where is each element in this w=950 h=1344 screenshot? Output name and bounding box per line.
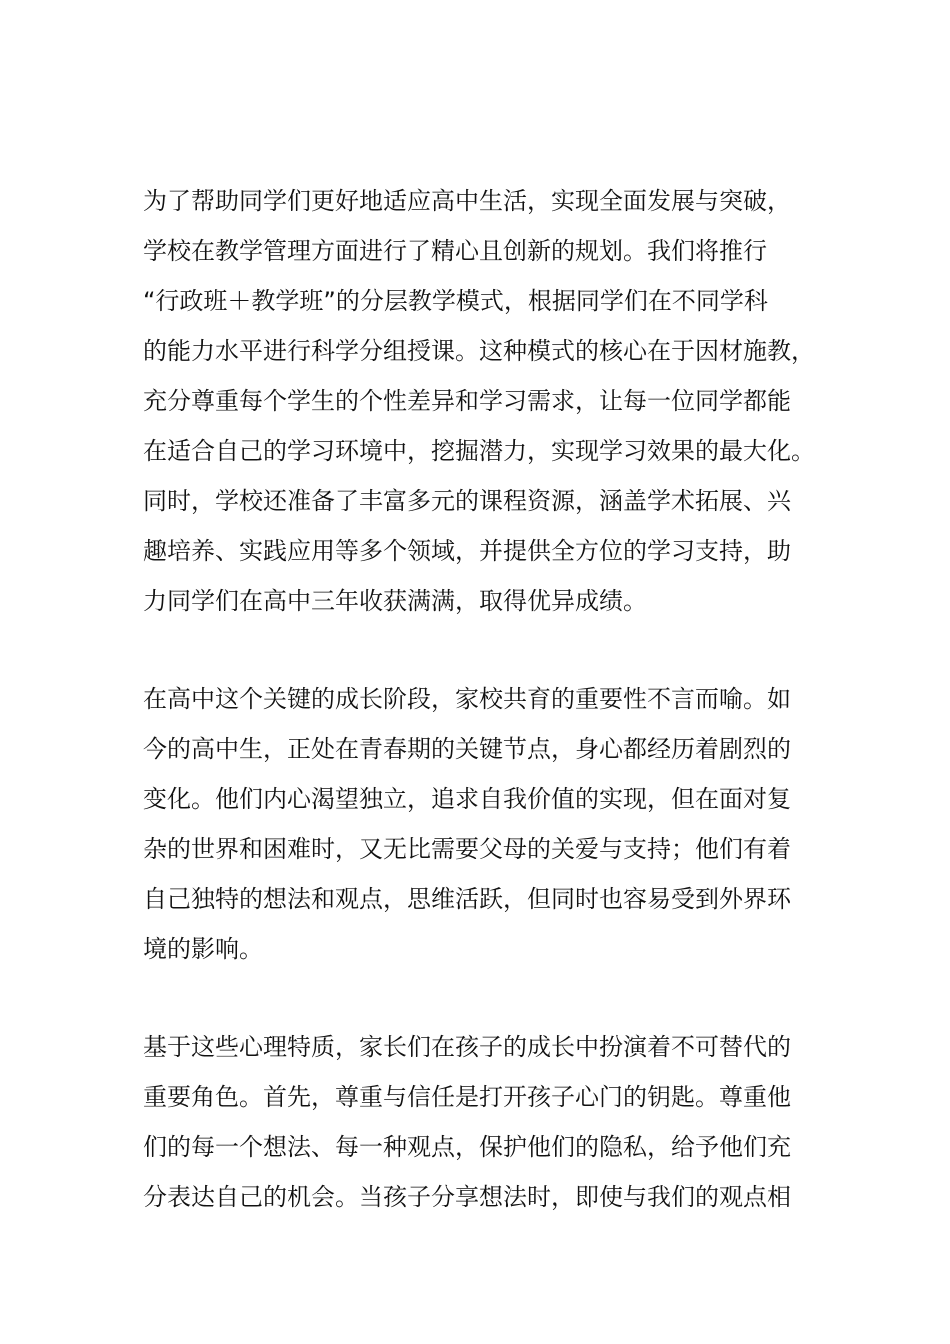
paragraph-home-school-cooperation [143,674,833,974]
text-line: 同时，学校还准备了丰富多元的课程资源，涵盖学术拓展、兴 [143,487,791,515]
text-line: “行政班＋教学班”的分层教学模式，根据同学们在不同学科 [143,287,768,315]
text-line: 今的高中生，正处在青春期的关键节点，身心都经历着剧烈的 [143,735,791,763]
text-line: 重要角色。首先，尊重与信任是打开孩子心门的钥匙。尊重他 [143,1083,791,1111]
text-line: 力同学们在高中三年收获满满，取得优异成绩。 [143,587,647,615]
text-line: 学校在教学管理方面进行了精心且创新的规划。我们将推行 [143,237,767,265]
text-line: 趣培养、实践应用等多个领域，并提供全方位的学习支持，助 [143,537,791,565]
text-line: 境的影响。 [143,935,263,963]
text-line: 们的每一个想法、每一种观点，保护他们的隐私，给予他们充 [143,1133,791,1161]
text-line: 为了帮助同学们更好地适应高中生活，实现全面发展与突破， [143,187,791,215]
paragraph-parent-role [143,1022,833,1222]
paragraph-class-arrangement [143,176,833,626]
text-line: 的能力水平进行科学分组授课。这种模式的核心在于因材施教， [143,337,815,365]
text-line: 基于这些心理特质，家长们在孩子的成长中扮演着不可替代的 [143,1033,791,1061]
text-line: 充分尊重每个学生的个性差异和学习需求，让每一位同学都能 [143,387,791,415]
text-line: 自己独特的想法和观点，思维活跃，但同时也容易受到外界环 [143,885,791,913]
text-line: 杂的世界和困难时，又无比需要父母的关爱与支持；他们有着 [143,835,791,863]
text-line: 在高中这个关键的成长阶段，家校共育的重要性不言而喻。如 [143,685,791,713]
text-line: 分表达自己的机会。当孩子分享想法时，即使与我们的观点相 [143,1183,791,1211]
text-line: 在适合自己的学习环境中，挖掘潜力，实现学习效果的最大化。 [143,437,815,465]
text-line: 变化。他们内心渴望独立，追求自我价值的实现，但在面对复 [143,785,791,813]
